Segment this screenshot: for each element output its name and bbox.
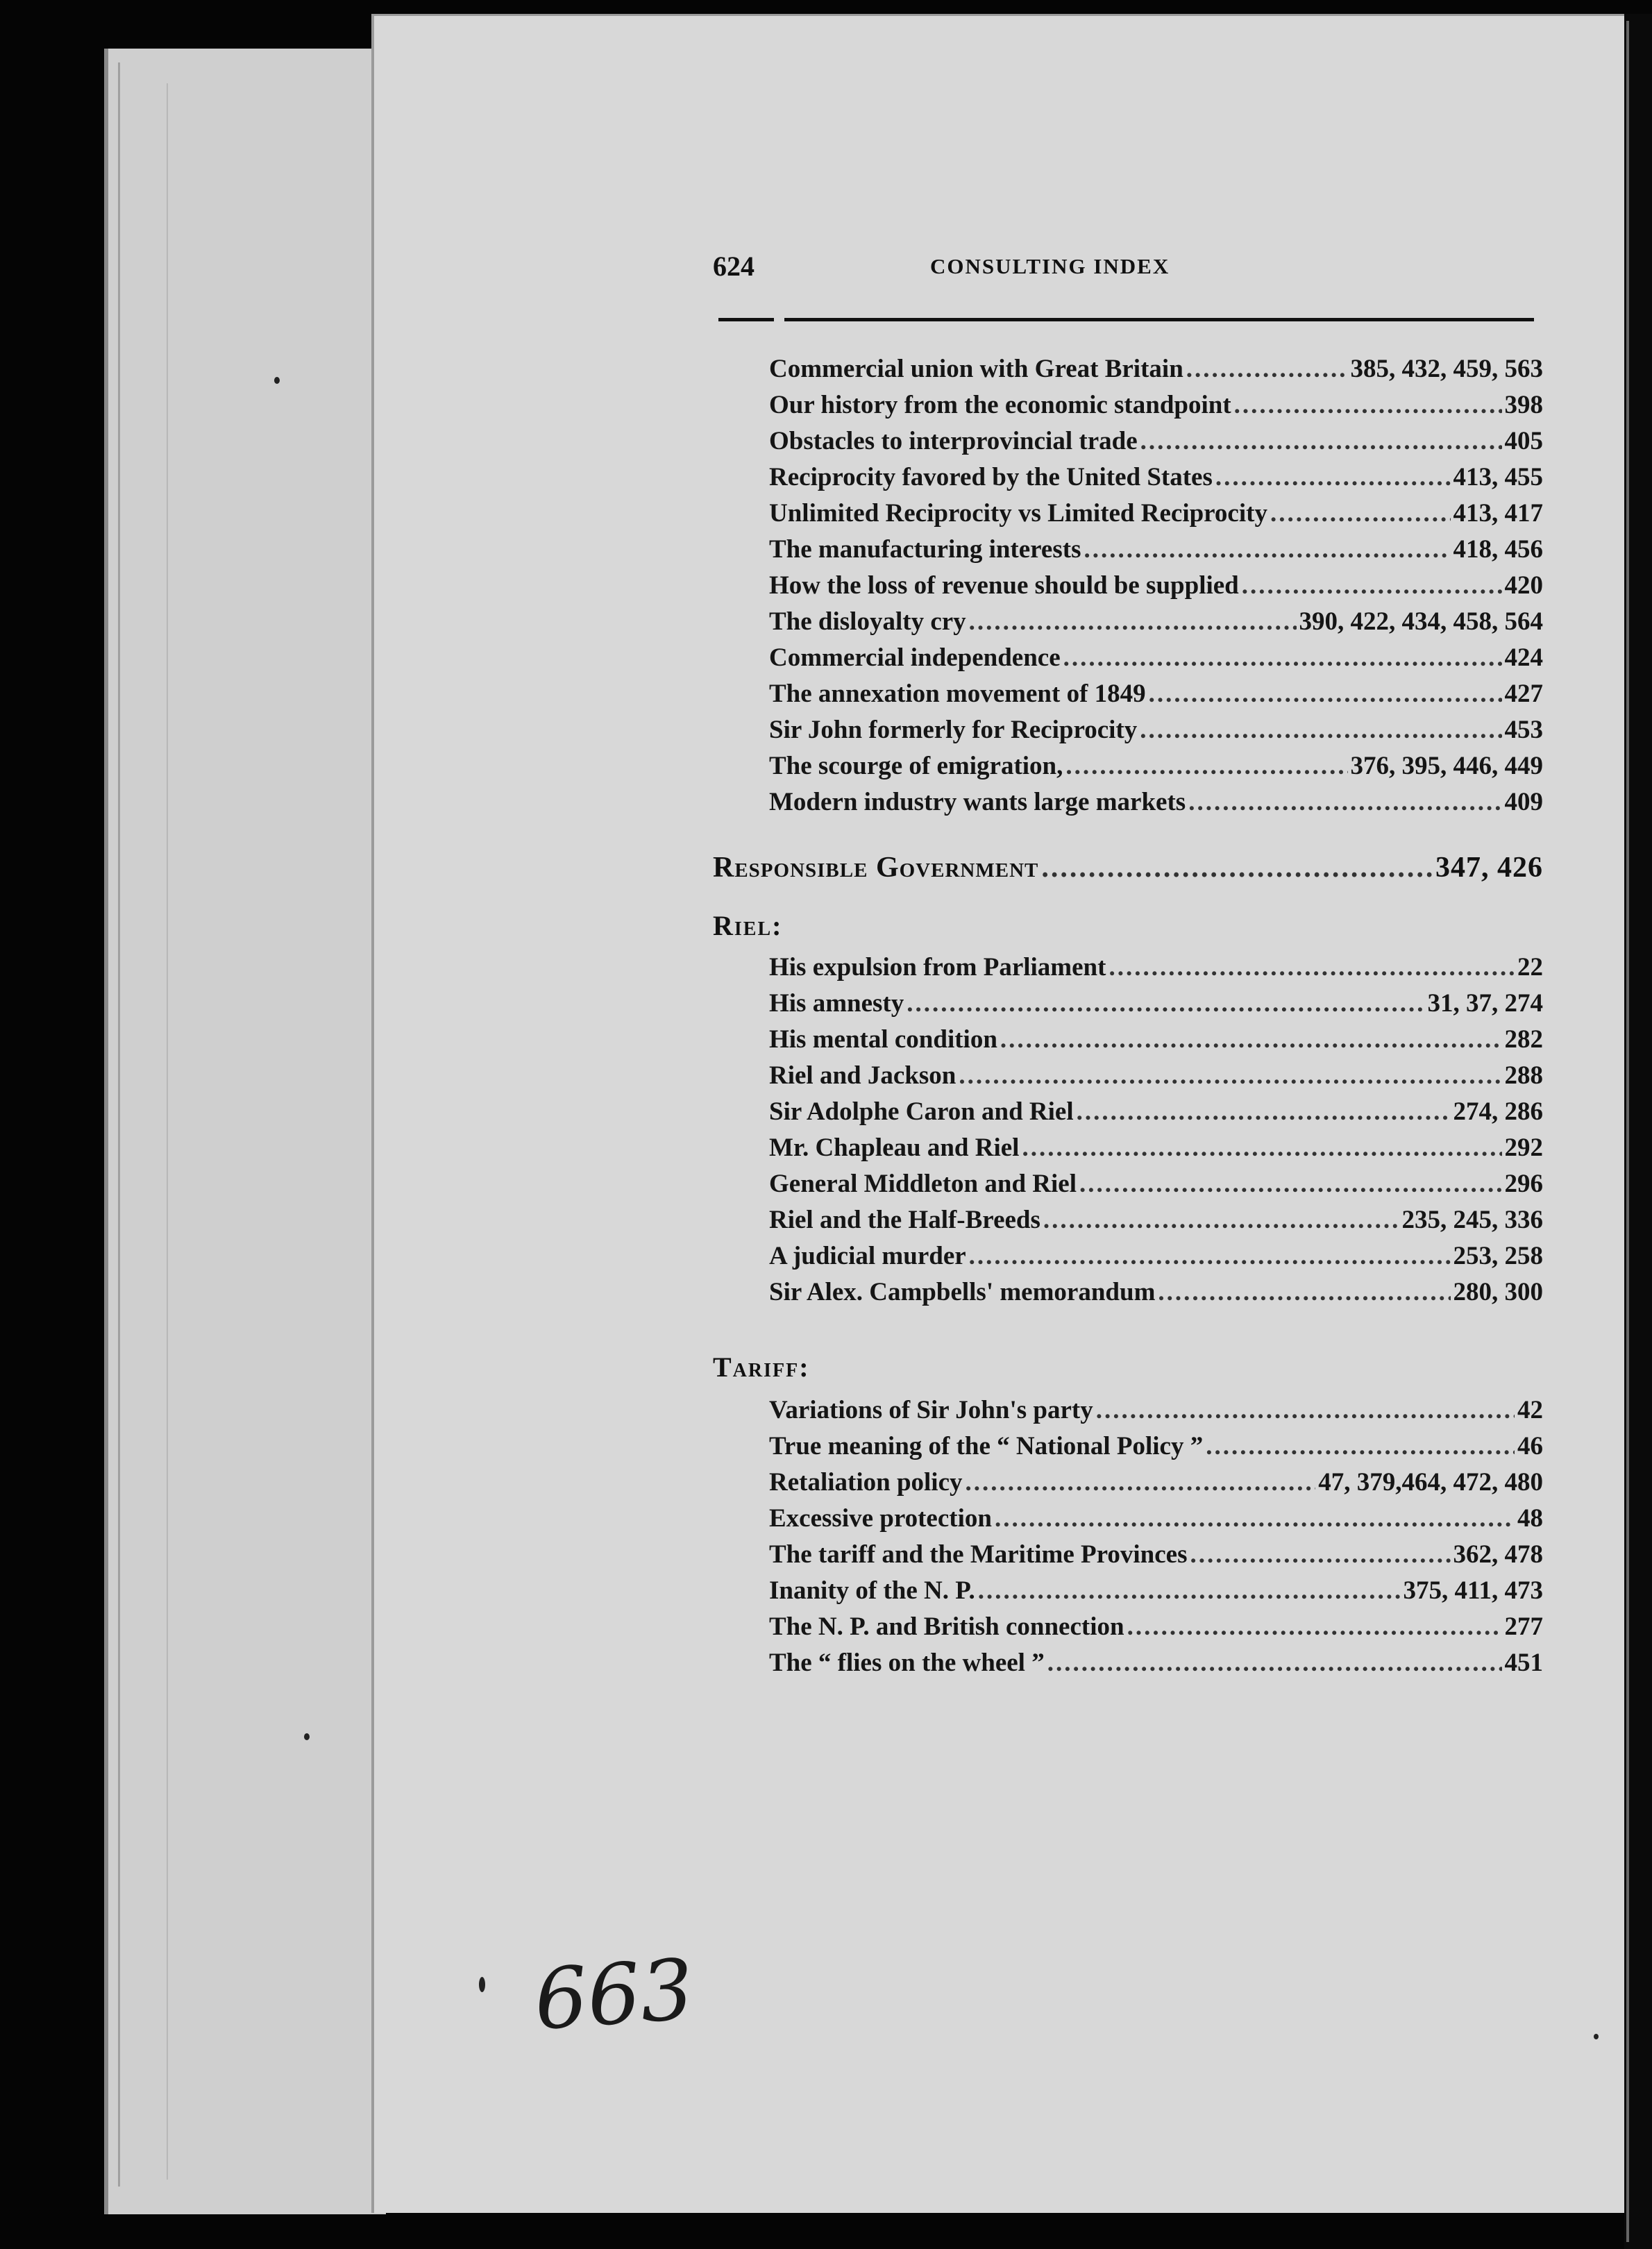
dot-leader: [1215, 462, 1451, 492]
heading-pages: 347, 426: [1435, 852, 1543, 884]
entry-pages: 31, 37, 274: [1427, 989, 1543, 1018]
entry-pages: 274, 286: [1453, 1097, 1543, 1126]
entry-pages: 453: [1504, 716, 1543, 744]
index-entry: [769, 426, 1543, 462]
page-number: 624: [713, 251, 755, 282]
index-entry: [769, 787, 1543, 823]
entry-pages: 46: [1517, 1432, 1543, 1460]
dot-leader: [1077, 1097, 1451, 1127]
entry-label: The tariff and the Maritime Provinces: [769, 1540, 1188, 1569]
entry-pages: 413, 417: [1453, 499, 1543, 528]
index-entry: [769, 1576, 1543, 1612]
index-entry: [769, 571, 1543, 607]
index-entry: [769, 607, 1543, 643]
dot-leader: [1140, 715, 1501, 745]
heading-label: Responsible Government: [713, 852, 1039, 884]
dot-leader: [995, 1503, 1515, 1533]
index-entry: [769, 1025, 1543, 1061]
header-rule-long: [784, 318, 1534, 321]
ink-speck: [479, 1977, 485, 1992]
entry-pages: 253, 258: [1453, 1242, 1543, 1270]
entry-label: Reciprocity favored by the United States: [769, 463, 1213, 491]
dot-leader: [907, 988, 1424, 1018]
dot-leader: [1140, 426, 1502, 456]
entry-pages: 22: [1517, 953, 1543, 982]
ink-speck: [304, 1733, 310, 1740]
entry-pages: 420: [1504, 571, 1543, 600]
entry-label: Variations of Sir John's party: [769, 1396, 1093, 1424]
index-entry: [769, 1612, 1543, 1648]
entry-label: The “ flies on the wheel ”: [769, 1649, 1045, 1677]
dot-leader: [1096, 1395, 1515, 1425]
dot-leader: [978, 1576, 1401, 1606]
entry-pages: 48: [1517, 1504, 1543, 1533]
entry-label: Riel and Jackson: [769, 1061, 956, 1090]
header-rule-short: [718, 318, 774, 321]
entry-label: Excessive protection: [769, 1504, 992, 1533]
index-entry: [769, 1467, 1543, 1503]
dot-leader: [1149, 679, 1502, 709]
running-head: CONSULTING INDEX: [930, 254, 1170, 278]
entry-label: Sir Adolphe Caron and Riel: [769, 1097, 1074, 1126]
entry-label: Commercial independence: [769, 643, 1061, 672]
dot-leader: [1234, 390, 1502, 420]
entry-pages: 376, 395, 446, 449: [1350, 752, 1543, 780]
entry-label: Obstacles to interprovincial trade: [769, 427, 1138, 455]
dot-leader: [1043, 1205, 1399, 1235]
entry-label: How the loss of revenue should be supplied: [769, 571, 1239, 600]
index-entry: [769, 1061, 1543, 1097]
index-entry: [769, 679, 1543, 715]
entry-pages: 413, 455: [1453, 463, 1543, 491]
entry-label: Modern industry wants large markets: [769, 788, 1186, 816]
dot-leader: [1242, 571, 1502, 600]
entry-label: Unlimited Reciprocity vs Limited Reciprocity: [769, 499, 1267, 528]
index-heading-riel: Riel:: [713, 910, 783, 941]
page-right-edge: [1626, 21, 1629, 2242]
dot-leader: [1065, 751, 1347, 781]
entry-label: Sir John formerly for Reciprocity: [769, 716, 1138, 744]
index-entry: [769, 498, 1543, 534]
index-entry: [769, 1133, 1543, 1169]
entry-label: Our history from the economic standpoint: [769, 391, 1231, 419]
dot-leader: [966, 1467, 1316, 1497]
index-entry: [769, 1503, 1543, 1540]
entry-pages: 362, 478: [1453, 1540, 1543, 1569]
entry-label: Riel and the Half-Breeds: [769, 1206, 1040, 1234]
dot-leader: [1186, 354, 1348, 384]
dot-leader: [959, 1061, 1501, 1090]
entry-pages: 277: [1504, 1612, 1543, 1641]
index-entry: [769, 643, 1543, 679]
dot-leader: [1079, 1169, 1502, 1199]
dot-leader: [1047, 1648, 1502, 1678]
entry-label: A judicial murder: [769, 1242, 966, 1270]
entry-pages: 385, 432, 459, 563: [1350, 355, 1543, 383]
dot-leader: [1084, 534, 1450, 564]
dot-leader: [1270, 498, 1451, 528]
index-entry: [769, 1169, 1543, 1205]
dot-leader: [1063, 643, 1502, 673]
entry-label: Sir Alex. Campbells' memorandum: [769, 1278, 1156, 1306]
dot-leader: [1158, 1277, 1450, 1307]
entry-pages: 405: [1504, 427, 1543, 455]
dot-leader: [1188, 787, 1501, 817]
index-entry: [769, 1395, 1543, 1431]
index-entry: [769, 1097, 1543, 1133]
dot-leader: [1109, 952, 1515, 982]
page-fold-line: [167, 83, 168, 2180]
index-entry: [769, 751, 1543, 787]
entry-label: The manufacturing interests: [769, 535, 1081, 564]
index-entry: [769, 1241, 1543, 1277]
entry-label: General Middleton and Riel: [769, 1170, 1077, 1198]
index-entry: [769, 715, 1543, 751]
ink-speck: [274, 377, 280, 384]
entry-label: Inanity of the N. P.: [769, 1576, 975, 1605]
entry-pages: 451: [1504, 1649, 1543, 1677]
index-entry: [769, 1648, 1543, 1684]
entry-label: The scourge of emigration,: [769, 752, 1063, 780]
entry-pages: 390, 422, 434, 458, 564: [1299, 607, 1543, 636]
dot-leader: [969, 1241, 1451, 1271]
index-entry: [769, 988, 1543, 1025]
index-entry: [769, 1431, 1543, 1467]
entry-pages: 427: [1504, 680, 1543, 708]
entry-pages: 47, 379,464, 472, 480: [1318, 1468, 1543, 1497]
entry-pages: 424: [1504, 643, 1543, 672]
entry-label: The disloyalty cry: [769, 607, 966, 636]
entry-label: The annexation movement of 1849: [769, 680, 1146, 708]
index-entry: [769, 1540, 1543, 1576]
entry-pages: 288: [1504, 1061, 1543, 1090]
entry-label: His mental condition: [769, 1025, 997, 1054]
entry-label: The N. P. and British connection: [769, 1612, 1124, 1641]
index-entry: [769, 534, 1543, 571]
index-entry: [769, 354, 1543, 390]
entry-pages: 418, 456: [1453, 535, 1543, 564]
index-entry: [769, 1277, 1543, 1313]
index-heading-entry-responsible-government: [713, 851, 1543, 890]
entry-label: His expulsion from Parliament: [769, 953, 1106, 982]
entry-pages: 296: [1504, 1170, 1543, 1198]
entry-label: Commercial union with Great Britain: [769, 355, 1183, 383]
dot-leader: [1190, 1540, 1451, 1569]
index-entry: [769, 462, 1543, 498]
entry-label: True meaning of the “ National Policy ”: [769, 1432, 1204, 1460]
dot-leader: [969, 607, 1297, 637]
entry-pages: 282: [1504, 1025, 1543, 1054]
entry-label: His amnesty: [769, 989, 904, 1018]
adjacent-page-inner-edge: [118, 62, 377, 2187]
entry-pages: 235, 245, 336: [1401, 1206, 1543, 1234]
dot-leader: [1041, 851, 1433, 884]
dot-leader: [1022, 1133, 1501, 1163]
entry-pages: 375, 411, 473: [1403, 1576, 1543, 1605]
dot-leader: [1127, 1612, 1502, 1642]
entry-pages: 280, 300: [1453, 1278, 1543, 1306]
entry-pages: 398: [1504, 391, 1543, 419]
index-entry: [769, 390, 1543, 426]
dot-leader: [1000, 1025, 1502, 1054]
entry-pages: 42: [1517, 1396, 1543, 1424]
index-heading-tariff: Tariff:: [713, 1351, 810, 1383]
entry-pages: 409: [1504, 788, 1543, 816]
entry-pages: 292: [1504, 1134, 1543, 1162]
ink-speck: [1594, 2034, 1599, 2039]
entry-label: Mr. Chapleau and Riel: [769, 1134, 1020, 1162]
entry-label: Retaliation policy: [769, 1468, 963, 1497]
handwritten-page-note: 663: [531, 1941, 697, 2049]
index-entry: [769, 1205, 1543, 1241]
dot-leader: [1206, 1431, 1515, 1461]
index-entry: [769, 952, 1543, 988]
